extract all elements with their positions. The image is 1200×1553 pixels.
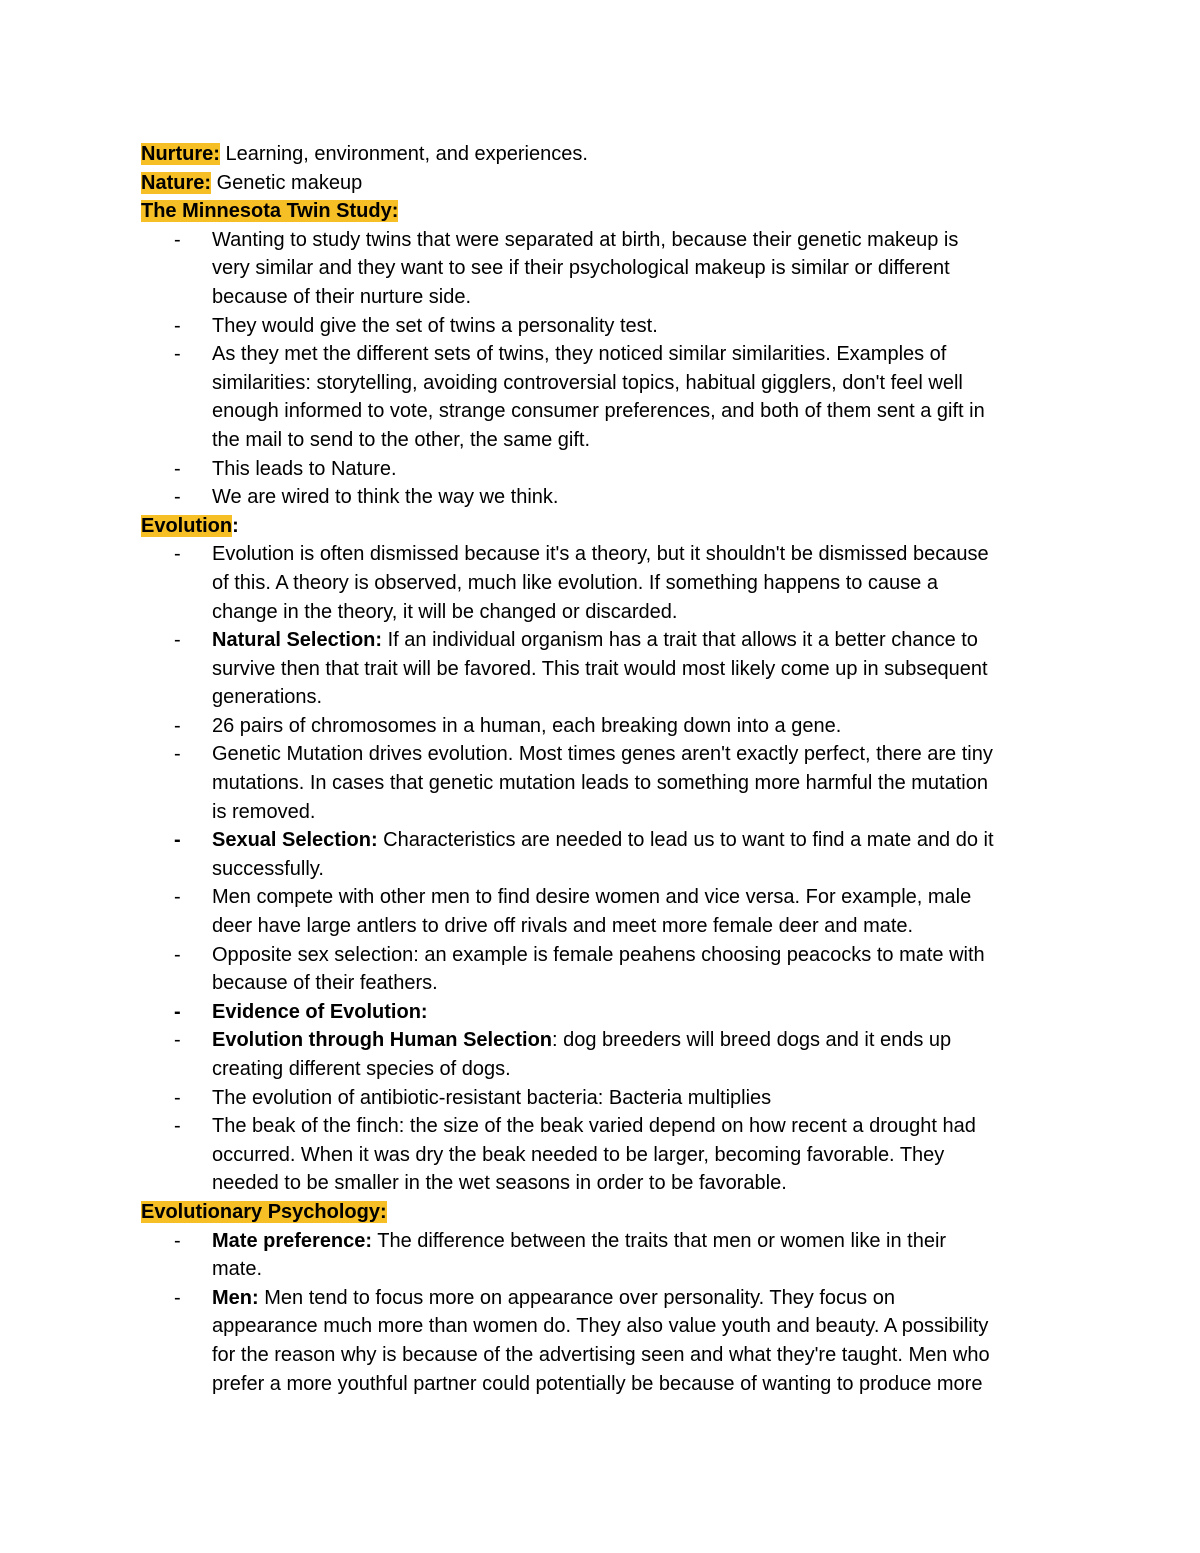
list-item (141, 1084, 1071, 1113)
list-item: - Wanting to study twins that were separated at birth, because their genetic makeup is very similar and they want to see if their psychological makeup is similar or different because of their nurture side. (141, 226, 1071, 312)
bullet-dash: - (174, 1286, 181, 1309)
list-item (141, 483, 1071, 512)
list-item (141, 998, 1071, 1027)
list-item: - Evolution is often dismissed because it's a theory, but it shouldn't be dismissed because of this. A theory is observed, much like evolution. If something happens to cause a change in the theory, it will be changed or discarded. (141, 540, 1071, 626)
bullet-dash: - (174, 228, 181, 251)
bullet-dash: - (174, 1000, 181, 1023)
list-item-term: Natural Selection: (212, 629, 383, 652)
evolutionary-psychology-heading: Evolutionary Psychology: (141, 1200, 387, 1223)
bullet-dash: - (174, 314, 181, 337)
evolutionary-psychology-list (141, 1227, 1071, 1399)
list-item-text: This leads to Nature. (212, 457, 397, 480)
evolution-heading: Evolution (141, 514, 233, 537)
list-item: - Mate preference: The difference between the traits that men or women like in their mate. (141, 1227, 1071, 1284)
list-item-term: Men: (212, 1286, 259, 1309)
nurture-definition: Learning, environment, and experiences. (219, 143, 588, 165)
list-item: - Men compete with other men to find desire women and vice versa. For example, male deer have large antlers to drive off rivals and meet more female deer and mate. (141, 883, 1071, 940)
bullet-dash: - (174, 1029, 181, 1052)
twin-study-heading: The Minnesota Twin Study: (141, 200, 399, 223)
nature-term: Nature: (141, 171, 212, 194)
list-item-term: Evidence of Evolution: (212, 1000, 428, 1023)
evolution-heading-colon: : (232, 514, 239, 537)
bullet-dash: - (174, 457, 181, 480)
list-item: - Men: Men tend to focus more on appearance over personality. They focus on appearance much more than women do. They also value youth and beauty. A possibility for the reason why is because of the advertising seen and what they're taught. Men who prefer a more youthful partner could potentially be because of wanting to produce more (141, 1284, 1071, 1398)
list-item (141, 712, 1071, 741)
list-item-term: Sexual Selection: (212, 829, 378, 852)
nurture-line (141, 140, 1071, 169)
bullet-dash: - (174, 829, 181, 852)
list-item-text: They would give the set of twins a personality test. (212, 314, 658, 337)
list-item-text: The evolution of antibiotic-resistant bacteria: Bacteria multiplies (212, 1086, 772, 1109)
twin-study-list (141, 226, 1071, 512)
nurture-term: Nurture: (141, 143, 220, 165)
bullet-dash: - (174, 1229, 181, 1252)
bullet-dash: - (174, 714, 181, 737)
document-page (141, 140, 1071, 1398)
bullet-dash: - (174, 343, 181, 366)
nature-line (141, 169, 1071, 198)
list-item: - Sexual Selection: Characteristics are needed to lead us to want to find a mate and do it successfully. (141, 826, 1071, 883)
evolution-heading-line (141, 512, 1071, 541)
evolutionary-psychology-heading-line (141, 1198, 1071, 1227)
list-item: - Evolution through Human Selection: dog breeders will breed dogs and it ends up creating different species of dogs. (141, 1026, 1071, 1083)
list-item-text: We are wired to think the way we think. (212, 486, 559, 509)
bullet-dash: - (174, 486, 181, 509)
list-item: - Opposite sex selection: an example is female peahens choosing peacocks to mate with because of their feathers. (141, 941, 1071, 998)
list-item: - As they met the different sets of twins, they noticed similar similarities. Examples of similarities: storytelling, avoiding controversial topics, habitual gigglers, don't feel well enough informed to vote, strange consumer preferences, and both of them sent a gift in the mail to send to the other, the same gift. (141, 340, 1071, 454)
bullet-dash: - (174, 1115, 181, 1138)
twin-study-heading-line (141, 197, 1071, 226)
bullet-dash: - (174, 1086, 181, 1109)
bullet-dash: - (174, 886, 181, 909)
bullet-dash: - (174, 629, 181, 652)
list-item-term: Evolution through Human Selection (212, 1029, 552, 1052)
list-item (141, 455, 1071, 484)
list-item (141, 312, 1071, 341)
bullet-dash: - (174, 543, 181, 566)
list-item: - Natural Selection: If an individual organism has a trait that allows it a better chance to survive then that trait will be favored. This trait would most likely come up in subsequent generations. (141, 626, 1071, 712)
bullet-dash: - (174, 943, 181, 966)
evolution-list (141, 540, 1071, 1198)
nature-definition: Genetic makeup (211, 171, 363, 194)
list-item: - The beak of the finch: the size of the beak varied depend on how recent a drought had occurred. When it was dry the beak needed to be larger, becoming favorable. They needed to be smaller in the wet seasons in order to be favorable. (141, 1112, 1071, 1198)
list-item-term: Mate preference: (212, 1229, 373, 1252)
bullet-dash: - (174, 743, 181, 766)
list-item: - Genetic Mutation drives evolution. Most times genes aren't exactly perfect, there are tiny mutations. In cases that genetic mutation leads to something more harmful the mutation is removed. (141, 740, 1071, 826)
list-item-text: 26 pairs of chromosomes in a human, each breaking down into a gene. (212, 714, 842, 737)
